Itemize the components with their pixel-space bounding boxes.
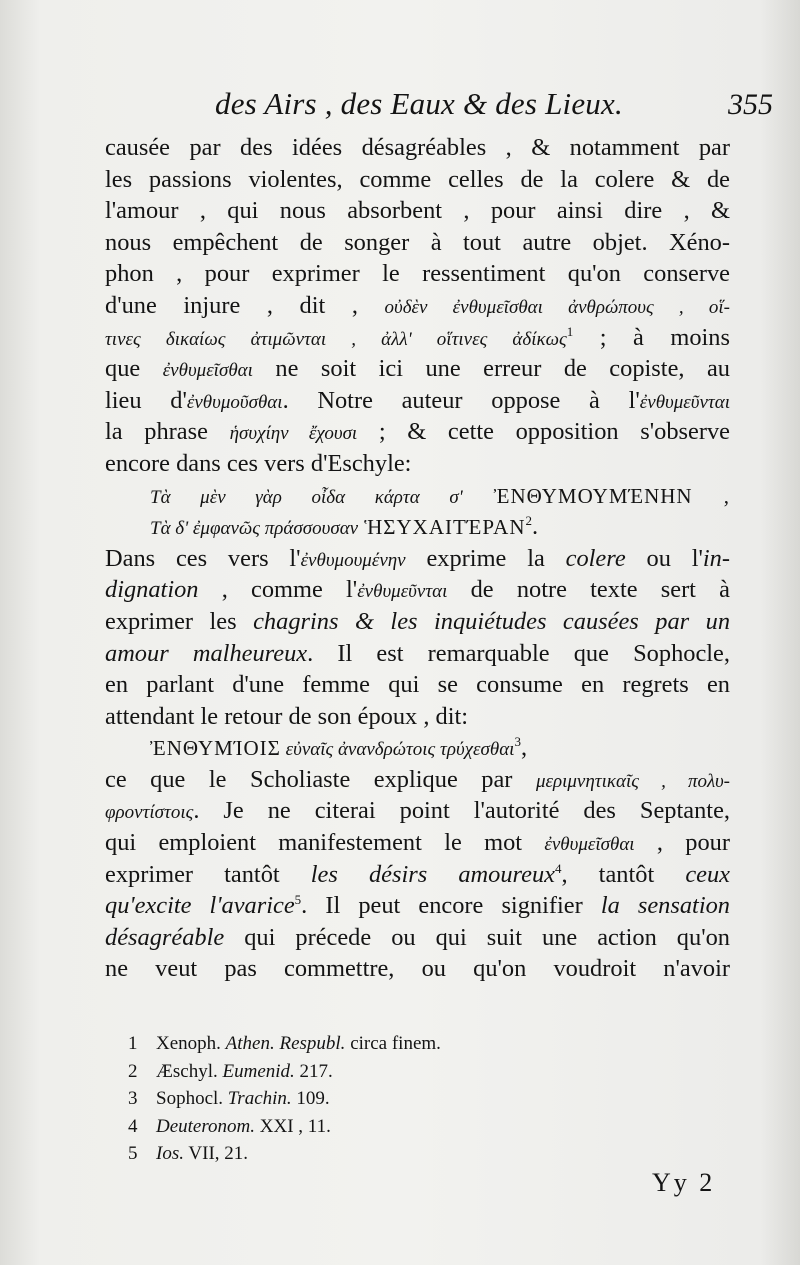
text-line: d'une injure , dit , οὐδὲν ἐνθυμεῖσθαι ἀνθρώπους , οἵ- <box>105 291 730 319</box>
text-line: la phrase ἡσυχίην ἔχουσι ; & cette opposition s'observe <box>105 418 730 446</box>
text-line: qu'excite l'avarice$^5$. Il peut encore signifier la sensation <box>105 892 731 920</box>
text-line: phon , pour exprimer le ressentiment qu'on conserve <box>105 260 730 288</box>
body-text <box>105 132 730 985</box>
paragraph-2 <box>105 543 730 733</box>
text-line: en parlant d'une femme qui se consume en regrets en <box>105 671 730 699</box>
running-title: des Airs , des Eaux & des Lieux. <box>215 86 623 121</box>
paragraph-3 <box>105 764 730 985</box>
text-line: l'amour , qui nous absorbent , pour ainsi dire , & <box>105 197 730 225</box>
signature-mark: Yy 2 <box>652 1168 716 1197</box>
page-header <box>0 86 800 126</box>
text-line: encore dans ces vers d'Eschyle: <box>105 449 412 477</box>
footnote-3: 3 Sophocl. Trachin. 109. <box>128 1088 330 1110</box>
page-number: 355 <box>728 88 773 121</box>
text-line: lieu d'ἐνθυμοῦσθαι. Notre auteur oppose à l'ἐνθυμεῦνται <box>105 386 730 414</box>
footnote-5: 5 Ios. VII, 21. <box>128 1143 249 1165</box>
verse-line-3: ἘΝΘΥΜΊΟΙΣ εὐναῖς ἀνανδρώτοις τρύχεσθαι$^3$, <box>150 734 528 762</box>
text-line: exprimer les chagrins & les inquiétudes causées par un <box>105 607 731 635</box>
verse-line-1: Τὰ μὲν γὰρ οἶδα κάρτα σ' ἘΝΘΥΜΟΥΜΈΝΗΝ , <box>150 483 730 508</box>
footnote-1: 1 Xenoph. Athen. Respubl. circa finem. <box>128 1033 441 1054</box>
text-line: que ἐνθυμεῖσθαι ne soit ici une erreur de copiste, au <box>105 355 730 383</box>
text-line: nous empêchent de songer à tout autre objet. Xéno- <box>105 228 730 256</box>
text-line: dignation , comme l'ἐνθυμεῦνται de notre texte sert à <box>105 576 730 604</box>
text-line: qui emploient manifestement le mot ἐνθυμεῖσθαι , pour <box>105 829 730 857</box>
text-line: amour malheureux. Il est remarquable que Sophocle, <box>105 639 730 667</box>
text-line: ne veut pas commettre, ou qu'on voudroit n'avoir <box>105 955 730 983</box>
text-line: ce que le Scholiaste explique par μεριμνητικαῖς , πολυ- <box>105 765 730 793</box>
verse-line-2: Τὰ δ' ἐμφανῶς πράσσουσαν ἩΣΥΧΑΙΤΈΡΑΝ$^2$. <box>150 513 539 541</box>
text-line: Dans ces vers l'ἐνθυμουμένην exprime la colere ou l'in- <box>105 544 730 572</box>
text-line: les passions violentes, comme celles de la colere & de <box>105 165 730 193</box>
footnotes <box>128 1030 608 1168</box>
footnote-4: 4 Deuteronom. XXI , 11. <box>128 1115 331 1137</box>
paragraph-1 <box>105 132 730 480</box>
footnote-2: 2 Æschyl. Eumenid. 217. <box>128 1060 333 1082</box>
text-line: φροντίστοις. Je ne citerai point l'autorité des Septante, <box>105 797 730 825</box>
text-line: causée par des idées désagréables , & notamment par <box>105 134 730 161</box>
text-line: désagréable qui précede ou qui suit une action qu'on <box>105 923 730 951</box>
text-line: exprimer tantôt les désirs amoureux$^4$, tantôt ceux <box>105 860 731 888</box>
text-line: τινες δικαίως ἀτιμῶνται , ἀλλ' οἵτινες ἀδίκως$^1$ ; à moins <box>105 323 730 351</box>
text-line: attendant le retour de son époux , dit: <box>105 702 469 730</box>
